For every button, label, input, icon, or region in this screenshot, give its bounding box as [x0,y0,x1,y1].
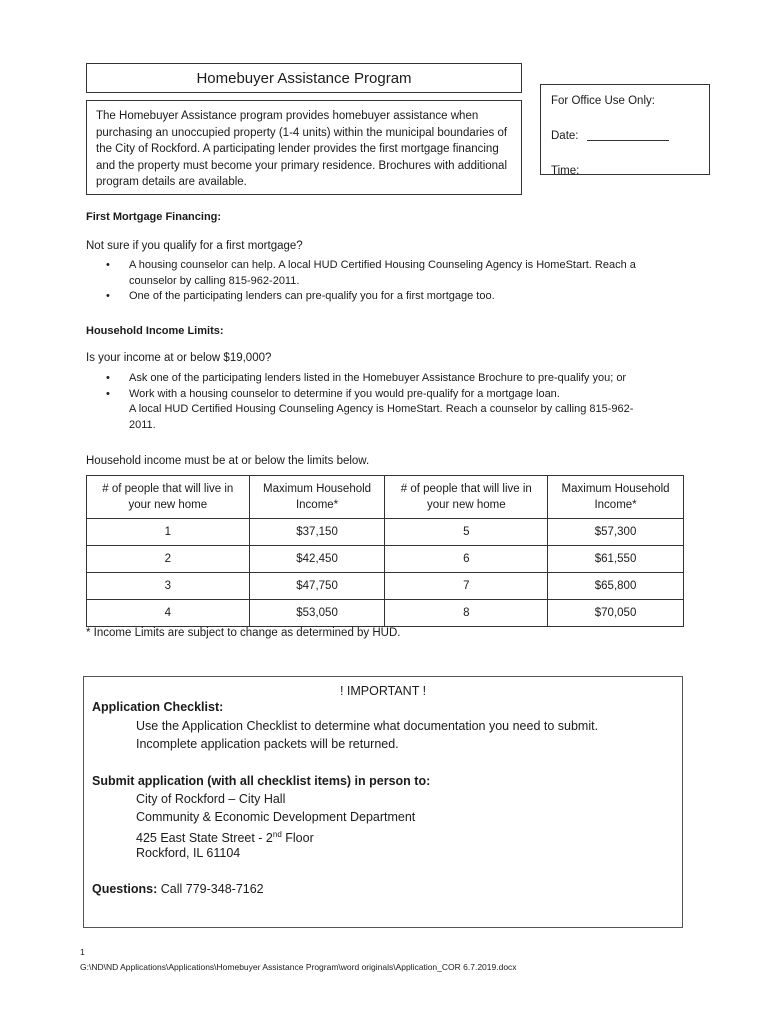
bullet-icon: • [106,387,110,400]
income-bullets [86,371,686,433]
checklist-line-1: Use the Application Checklist to determine what documentation you need to submit. [136,719,599,733]
income-limits-heading: Household Income Limits: [86,325,224,337]
table-cell: $53,050 [249,600,385,627]
table-cell: 7 [385,573,548,600]
table-cell: 2 [87,546,250,573]
program-description-box [86,100,522,195]
program-description: The Homebuyer Assistance program provides homebuyer assistance when purchasing an unoccupied property (1-4 units) within the municipal boundaries of the City of Rockford. A participating lender provides the first mortgage financing and the property must become your primary residence. Brochures with additional program details are available. [96,110,508,188]
table-cell: 6 [385,546,548,573]
column-header: Maximum Household Income* [249,476,385,519]
program-title: Homebuyer Assistance Program [86,63,522,93]
date-row [551,127,699,162]
homestart-line: A local HUD Certified Housing Counseling Agency is HomeStart. Reach a counselor by calling 815-962- [129,403,634,415]
table-row [87,573,684,600]
homestart-line-cont: 2011. [129,418,156,431]
checklist-line-2: Incomplete application packets will be returned. [136,737,399,751]
table-cell: 5 [385,519,548,546]
column-header: # of people that will live in your new home [385,476,548,519]
table-cell: 1 [87,519,250,546]
submit-heading: Submit application (with all checklist items) in person to: [92,774,431,788]
page-number: 1 [80,947,85,957]
office-use-box [540,84,710,175]
list-item: • One of the participating lenders can pre-qualify you for a first mortgage too. [86,289,686,305]
file-path: G:\ND\ND Applications\Applications\Homebuyer Assistance Program\word originals\Application_COR 6.7.2019.docx [80,962,517,972]
date-label: Date: [551,130,579,142]
address-line: Community & Economic Development Department [136,810,416,824]
questions-line: Questions: Call 779-348-7162 [92,882,264,896]
table-cell: $37,150 [249,519,385,546]
important-banner: ! IMPORTANT ! [339,684,427,698]
table-caption: Household income must be at or below the limits below. [86,455,370,467]
list-item: • Ask one of the participating lenders listed in the Homebuyer Assistance Brochure to pre-qualify you; or [86,371,686,387]
list-item: • A housing counselor can help. A local HUD Certified Housing Counseling Agency is HomeStart. Reach a [86,258,686,274]
table-cell: 4 [87,600,250,627]
bullet-icon: • [106,259,110,271]
table-row [87,600,684,627]
table-cell: $42,450 [249,546,385,573]
first-mortgage-bullets [86,258,686,305]
table-cell: $61,550 [548,546,684,573]
table-header-row [87,476,684,519]
table-cell: 3 [87,573,250,600]
table-cell: 8 [385,600,548,627]
address-line-street: 425 East State Street - 2nd Floor [136,830,314,846]
column-header: Maximum Household Income* [548,476,684,519]
bullet-continuation: counselor by calling 815-962-2011. [129,274,300,287]
table-cell: $57,300 [548,519,684,546]
table-footnote: * Income Limits are subject to change as determined by HUD. [86,627,401,639]
checklist-heading: Application Checklist: [92,700,224,714]
bullet-icon: • [106,372,110,384]
bullet-icon: • [106,290,110,302]
list-item: • Work with a housing counselor to determine if you would pre-qualify for a mortgage loan. [86,387,686,403]
table-cell: $65,800 [548,573,684,600]
income-limits-table [86,475,684,627]
column-header: # of people that will live in your new home [87,476,250,519]
table-cell: $70,050 [548,600,684,627]
table-row [87,519,684,546]
table-row [87,546,684,573]
table-cell: $47,750 [249,573,385,600]
office-use-label: For Office Use Only: [551,95,655,107]
time-label: Time: [551,165,580,177]
first-mortgage-heading: First Mortgage Financing: [86,211,222,223]
first-mortgage-question: Not sure if you qualify for a first mortgage? [86,240,303,252]
address-line: City of Rockford – City Hall [136,792,286,806]
address-line: Rockford, IL 61104 [136,846,241,860]
income-question: Is your income at or below $19,000? [86,352,272,364]
date-line [587,127,669,141]
